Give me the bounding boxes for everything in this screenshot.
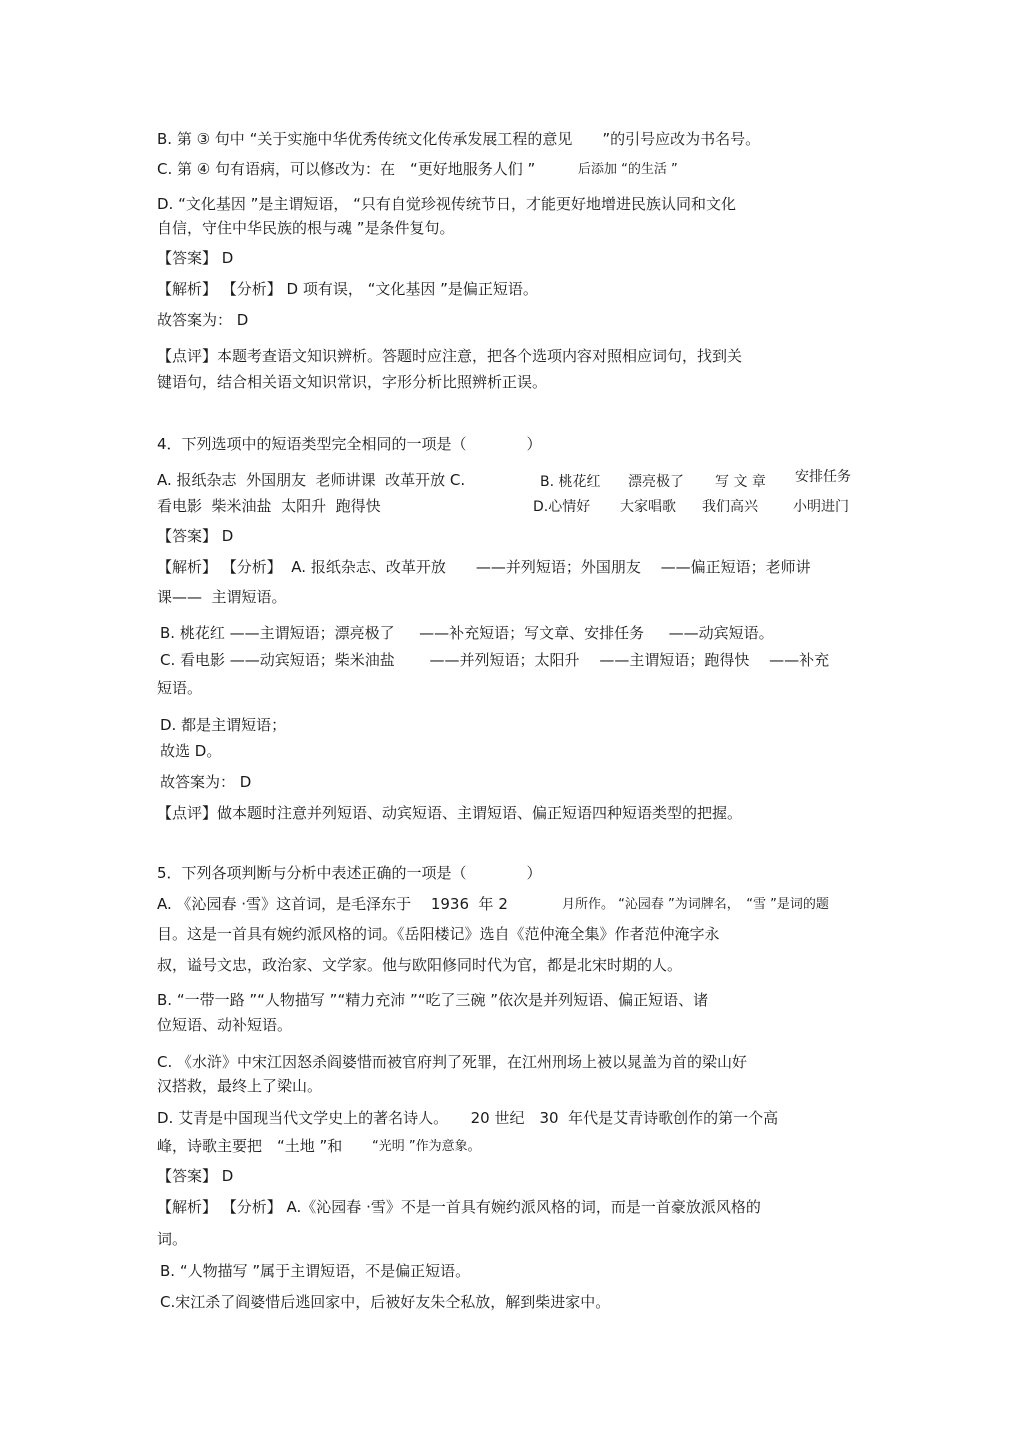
q4-analysis-line2: 课—— 主谓短语。	[157, 588, 287, 606]
q5-analysis-line2: 词。	[157, 1230, 188, 1248]
q4-stem: 4．下列选项中的短语类型完全相同的一项是（ ）	[157, 435, 542, 453]
q5-option-a-line3: 叔，谥号文忠，政治家、文学家。他与欧阳修同时代为官，都是北宋时期的人。	[157, 956, 683, 974]
q4-analysis-b: B. 桃花红 ——主谓短语；漂亮极了 ——补充短语；写文章、安排任务 ——动宾短语。	[160, 624, 774, 642]
q4-option-d-3: 我们高兴	[702, 499, 758, 515]
q4-option-d-1: D.心情好	[533, 499, 591, 515]
q3-answer: 【答案】 D	[157, 249, 234, 267]
q4-option-b-1: B. 桃花红	[540, 474, 601, 490]
q4-option-d-2: 大家唱歌	[620, 499, 676, 515]
q5-answer: 【答案】 D	[157, 1167, 234, 1185]
q5-option-a-line2: 目。这是一首具有婉约派风格的词。《岳阳楼记》选自《范仲淹全集》作者范仲淹字永	[157, 925, 720, 943]
q5-option-a-line1: A. 《沁园春 ·雪》这首词，是毛泽东于 1936 年 2	[157, 895, 508, 913]
q3-comment-line1: 【点评】本题考查语文知识辨析。答题时应注意，把各个选项内容对照相应词句，找到关	[157, 347, 743, 365]
q4-options-left-line1: A. 报纸杂志 外国朋友 老师讲课 改革开放 C.	[157, 471, 466, 489]
q4-option-d-4: 小明进门	[793, 499, 849, 515]
q5-option-b-line2: 位短语、动补短语。	[157, 1016, 293, 1034]
q5-option-c-line2: 汉搭救，最终上了梁山。	[157, 1077, 323, 1095]
q5-analysis-b: B. “人物描写 ”属于主谓短语，不是偏正短语。	[160, 1262, 471, 1280]
q4-analysis-d: D. 都是主谓短语；	[160, 716, 287, 734]
q3-option-d-line2: 自信，守住中华民族的根与魂 ”是条件复句。	[157, 219, 455, 237]
q4-analysis-line1: 【解析】 【分析】 A. 报纸杂志、改革开放 ——并列短语；外国朋友 ——偏正短语；老师讲	[157, 558, 811, 576]
q5-option-d-line2-suffix: “光明 ”作为意象。	[372, 1139, 481, 1154]
q4-analysis-c-line2: 短语。	[157, 679, 203, 697]
q5-option-c-line1: C. 《水浒》中宋江因怒杀阎婆惜而被官府判了死罪，在江州刑场上被以晁盖为首的梁山好	[157, 1053, 748, 1071]
q4-comment: 【点评】做本题时注意并列短语、动宾短语、主谓短语、偏正短语四种短语类型的把握。	[157, 804, 743, 822]
q5-analysis-line1: 【解析】 【分析】 A.《沁园春 ·雪》不是一首具有婉约派风格的词，而是一首豪放派风格的	[157, 1198, 761, 1216]
q4-choose: 故选 D。	[160, 742, 222, 760]
q5-option-b-line1: B. “一带一路 ”“人物描写 ”“精力充沛 ”“吃了三碗 ”依次是并列短语、偏正短语、诸	[157, 991, 709, 1009]
q5-analysis-c: C.宋江杀了阎婆惜后逃回家中，后被好友朱仝私放，解到柴进家中。	[160, 1293, 611, 1311]
q3-comment-line2: 键语句，结合相关语文知识常识，字形分析比照辨析正误。	[157, 373, 548, 391]
q4-option-b-2: 漂亮极了	[628, 474, 684, 490]
q4-analysis-c-line1: C. 看电影 ——动宾短语；柴米油盐 ——并列短语；太阳升 ——主谓短语；跑得快 ——补充	[160, 651, 830, 669]
q4-option-b-3: 写 文 章	[715, 474, 766, 490]
q3-option-d-line1: D. “文化基因 ”是主谓短语， “只有自觉珍视传统节日，才能更好地增进民族认同和文化	[157, 195, 736, 213]
q3-conclusion: 故答案为： D	[157, 311, 249, 329]
q3-analysis: 【解析】 【分析】 D 项有误， “文化基因 ”是偏正短语。	[157, 280, 538, 298]
q5-stem: 5．下列各项判断与分析中表述正确的一项是（ ）	[157, 864, 542, 882]
q5-option-d-line1: D. 艾青是中国现当代文学史上的著名诗人。 20 世纪 30 年代是艾青诗歌创作的第一个高	[157, 1109, 779, 1127]
q4-options-left-line2: 看电影 柴米油盐 太阳升 跑得快	[157, 497, 381, 515]
q3-option-b: B. 第 ③ 句中 “关于实施中华优秀传统文化传承发展工程的意见 ”的引号应改为书名号。	[157, 130, 761, 148]
q4-answer: 【答案】 D	[157, 527, 234, 545]
q4-conclusion: 故答案为： D	[160, 773, 252, 791]
q5-option-a-line1-suffix: 月所作。 “沁园春 ”为词牌名， “雪 ”是词的题	[562, 897, 829, 912]
q5-option-d-line2: 峰，诗歌主要把 “土地 ”和	[157, 1137, 343, 1155]
q3-option-c-suffix: 后添加 “的生活 ”	[578, 162, 678, 177]
q4-option-b-4: 安排任务	[795, 469, 851, 485]
q3-option-c: C. 第 ④ 句有语病，可以修改为：在 “更好地服务人们 ”	[157, 160, 536, 178]
